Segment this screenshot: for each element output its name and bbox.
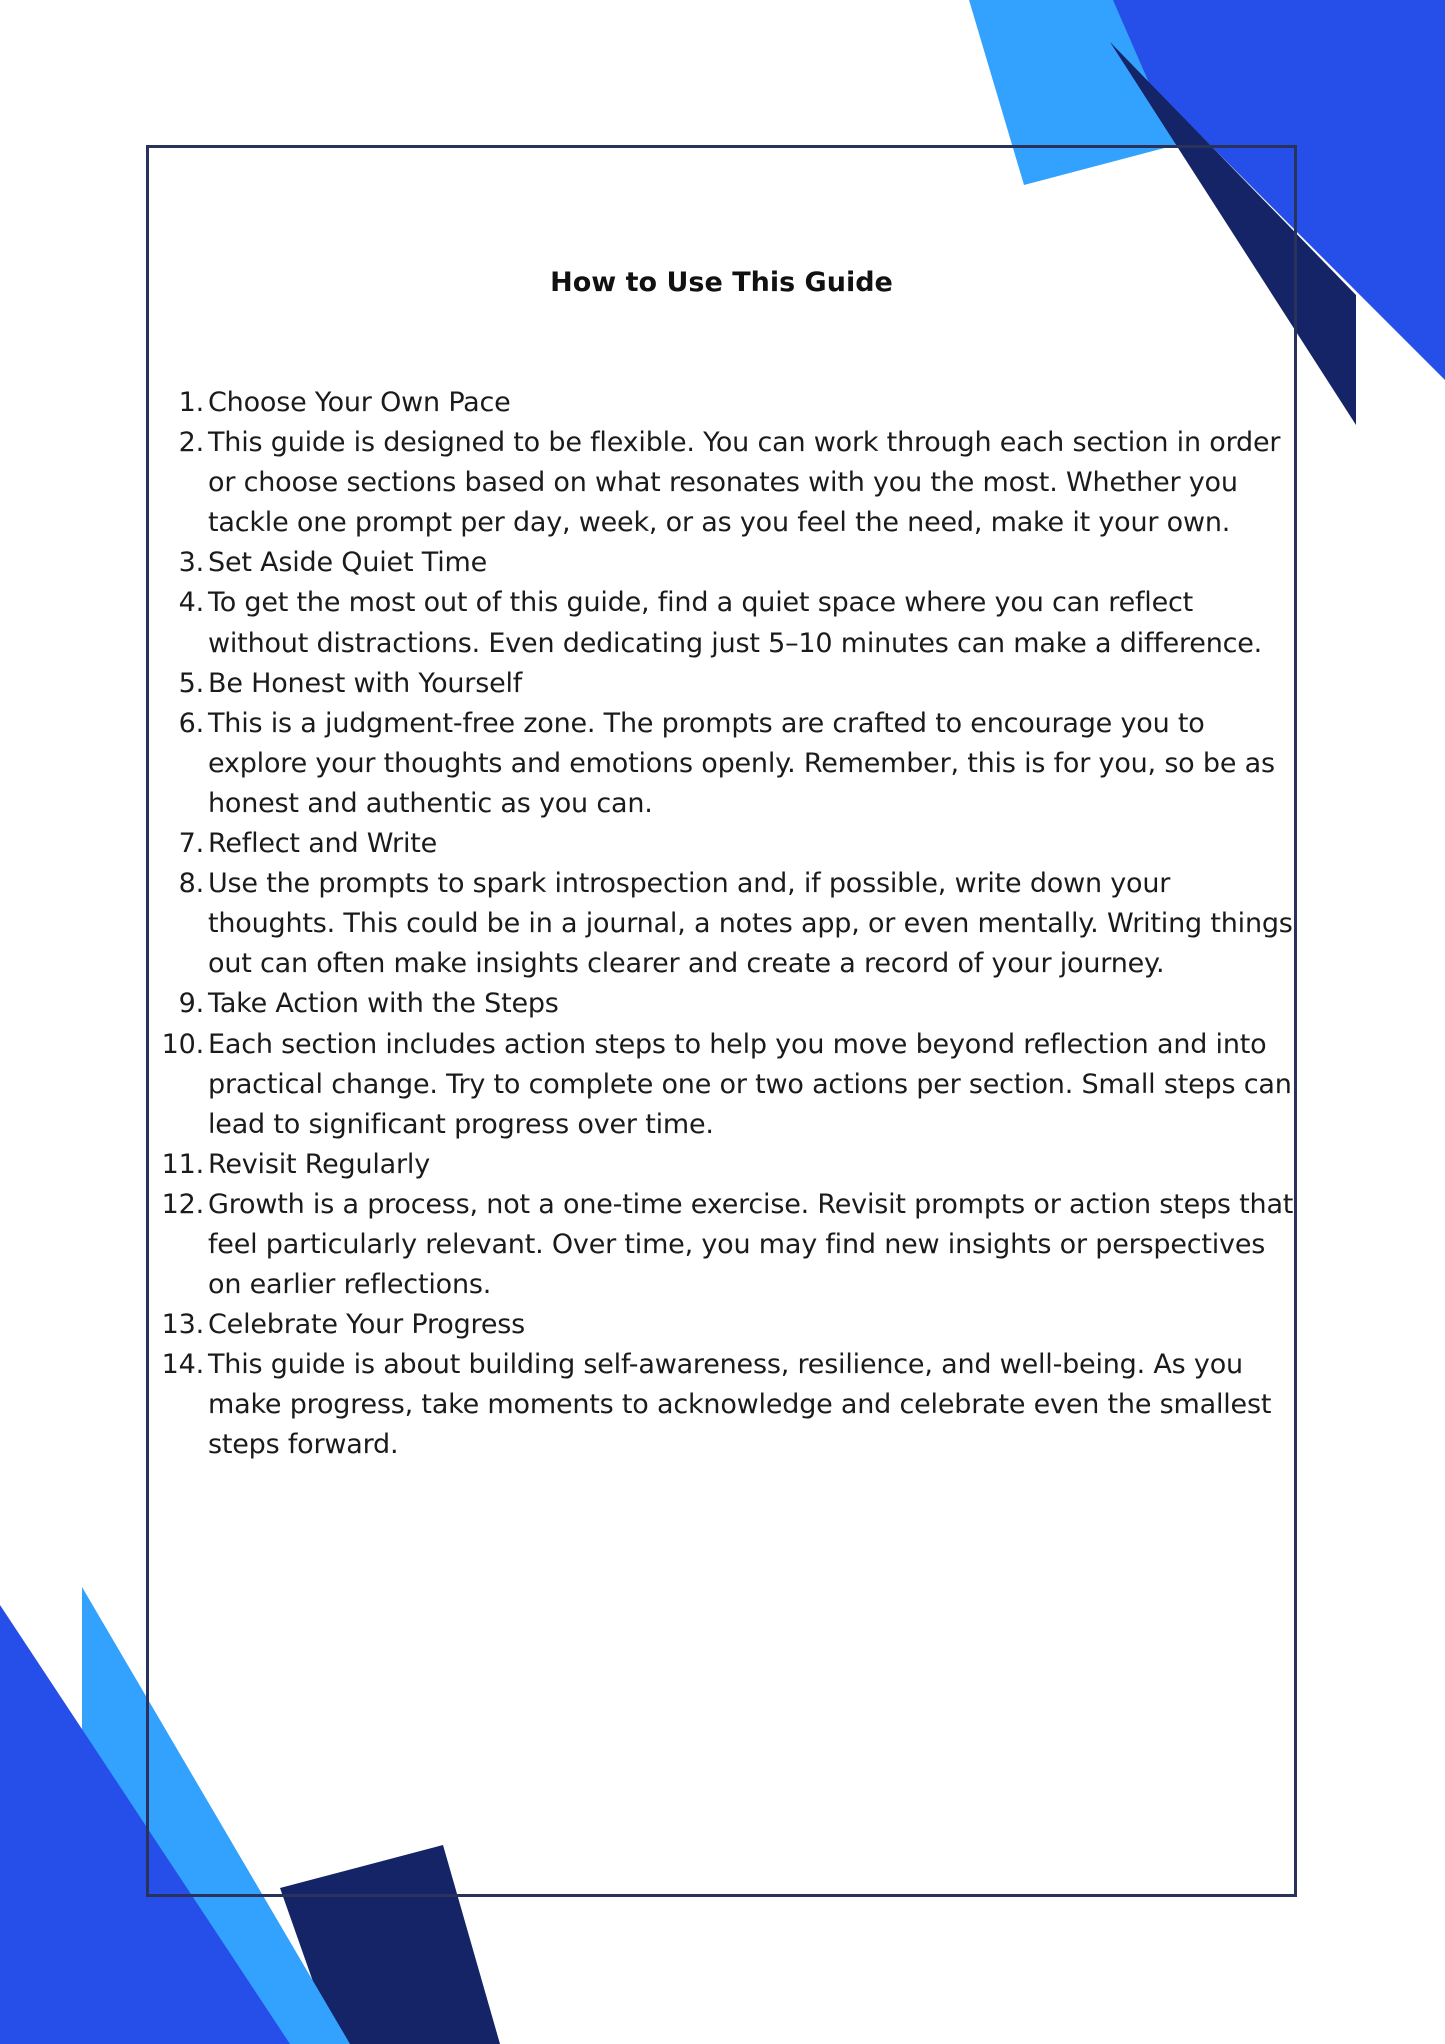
guide-content [146, 145, 1297, 1897]
list-item [178, 984, 1298, 1024]
list-item [178, 824, 1298, 864]
list-item-number: 2. [178, 427, 204, 459]
list-item-number: 14. [161, 1349, 204, 1381]
list-item-text: Each section includes action steps to help you move beyond reflection and into practical change. Try to complete one or two actions per section. Small steps can lead to significant progress over time. [208, 1028, 1292, 1140]
list-item [178, 664, 1298, 704]
list-item-number: 9. [178, 988, 204, 1020]
list-item-number: 4. [178, 587, 204, 619]
list-item [178, 423, 1298, 543]
list-item-text: This guide is designed to be flexible. You can work through each section in order or choose sections based on what resonates with you the most. Whether you tackle one prompt per day, week, or as you feel the need, make it your own. [208, 427, 1281, 539]
list-item-number: 5. [178, 667, 204, 699]
list-item-text: Be Honest with Yourself [208, 667, 523, 699]
list-item-number: 8. [178, 868, 204, 900]
list-item [161, 1305, 1298, 1345]
list-item-text: This is a judgment-free zone. The prompts are crafted to encourage you to explore your thoughts and emotions openly. Remember, this is for you, so be as honest and authentic as you can. [208, 707, 1275, 819]
list-item-number: 11. [161, 1148, 204, 1180]
list-item-text: Set Aside Quiet Time [208, 547, 488, 579]
list-item-number: 10. [161, 1028, 204, 1060]
list-item [161, 1185, 1298, 1305]
list-item-text: Reflect and Write [208, 828, 438, 860]
list-item-text: This guide is about building self-awareness, resilience, and well-being. As you make progress, take moments to acknowledge and celebrate even the smallest steps forward. [208, 1349, 1272, 1461]
list-item-text: Growth is a process, not a one-time exercise. Revisit prompts or action steps that feel particularly relevant. Over time, you may find new insights or perspectives on earlier reflections. [208, 1188, 1294, 1301]
list-item-text: Celebrate Your Progress [208, 1309, 525, 1341]
list-item [178, 704, 1298, 824]
list-item-text: Take Action with the Steps [208, 988, 559, 1020]
list-item-number: 1. [178, 387, 204, 418]
list-item [161, 1345, 1298, 1465]
list-item [178, 543, 1298, 583]
list-item-text: Revisit Regularly [208, 1148, 431, 1180]
list-item [161, 1145, 1298, 1185]
guide-list [161, 383, 1298, 1466]
list-item-number: 7. [178, 828, 204, 860]
list-item-number: 3. [178, 547, 204, 579]
list-item-text: Choose Your Own Pace [208, 387, 511, 418]
page-title: How to Use This Guide [550, 267, 893, 298]
list-item-number: 6. [178, 707, 204, 739]
list-item [178, 583, 1298, 663]
list-item-number: 13. [161, 1309, 204, 1341]
list-item-number: 12. [161, 1188, 204, 1220]
list-item [178, 383, 1298, 423]
list-item-text: To get the most out of this guide, find a quiet space where you can reflect without distractions. Even dedicating just 5–10 minutes can make a difference. [208, 587, 1263, 659]
list-item [178, 864, 1298, 984]
list-item-text: Use the prompts to spark introspection and, if possible, write down your thoughts. This could be in a journal, a notes app, or even mentally. Writing things out can often make insights clearer and create a record of your journey. [208, 868, 1293, 980]
list-item [161, 1025, 1298, 1145]
